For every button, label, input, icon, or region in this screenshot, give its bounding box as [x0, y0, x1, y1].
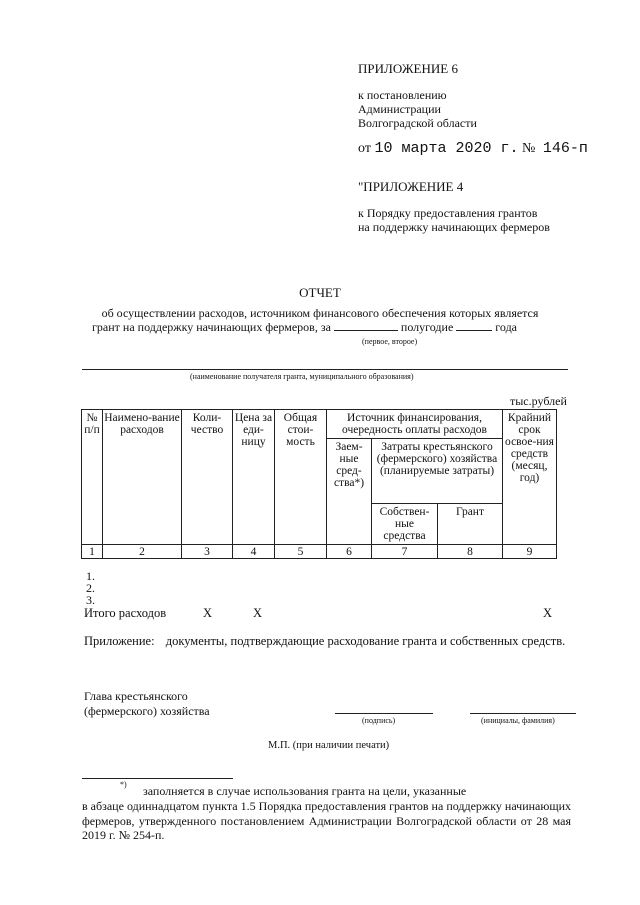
decree-date-row — [358, 140, 518, 157]
report-line2 — [92, 320, 572, 335]
report-line1: об осуществлении расходов, источником финансового обеспечения которых является — [101, 306, 539, 320]
half-year-blank[interactable] — [334, 320, 398, 331]
appendix-title: ПРИЛОЖЕНИЕ 6 — [358, 61, 458, 76]
decree-line: к постановлению — [358, 88, 447, 102]
totals-x-price: X — [253, 606, 263, 620]
footnote-text: в абзаце одиннадцатом пункта 1.5 Порядка предоставления грантов на поддержку начинающих фермеров, утвержденного постановлением Администрации Волгоградской области от 28 мая 2019 г. № 254-п. — [82, 799, 571, 842]
totals-x-deadline: X — [543, 606, 553, 620]
head-line2: (фермерского) хозяйства — [84, 704, 210, 718]
list-item: 1. — [86, 569, 95, 583]
attachment-row — [84, 634, 565, 649]
footnote-separator — [82, 778, 233, 779]
list-item: 2. — [86, 581, 95, 595]
recipient-line[interactable] — [82, 369, 568, 370]
head-line1: Глава крестьянского — [84, 689, 188, 703]
column-number: 4 — [233, 545, 275, 559]
recipient-hint: (наименование получателя гранта, муниципального образования) — [190, 372, 414, 381]
decree-number: 146-п — [542, 140, 588, 157]
header-unit-price: Цена за еди-ницу — [233, 410, 275, 545]
half-year-hint: (первое, второе) — [362, 337, 418, 346]
column-number: 6 — [327, 545, 372, 559]
footnote-first-line: заполняется в случае использования гранта на цели, указанные — [143, 784, 467, 798]
report-line2-year: года — [495, 320, 518, 334]
region-line: Волгоградской области — [358, 116, 477, 130]
report-line2-half: полугодие — [400, 320, 454, 334]
stamp-note: М.П. (при наличии печати) — [268, 740, 390, 751]
column-number: 7 — [372, 545, 438, 559]
procedure-line1: к Порядку предоставления грантов — [358, 206, 538, 220]
signature-hint: (подпись) — [362, 716, 396, 725]
year-blank[interactable] — [456, 320, 492, 331]
head-title — [84, 689, 210, 719]
units-label: тыс.рублей — [510, 394, 567, 408]
date-prefix: от — [358, 141, 371, 156]
row-list — [86, 570, 95, 606]
name-line[interactable] — [470, 713, 576, 714]
number-prefix: № — [522, 141, 536, 156]
header-funding-source: Источник финансирования, очередность оплаты расходов — [327, 410, 503, 439]
attachment-label: Приложение: — [84, 634, 155, 648]
report-title: ОТЧЕТ — [299, 285, 341, 300]
column-number: 3 — [182, 545, 233, 559]
header-expense-name: Наимено-вание расходов — [103, 410, 182, 545]
header-quantity: Коли-чество — [182, 410, 233, 545]
procedure-line2: на поддержку начинающих фермеров — [358, 220, 550, 234]
attachment-text: документы, подтверждающие расходование гранта и собственных средств. — [165, 634, 566, 648]
column-number: 1 — [82, 545, 103, 559]
administration-line: Администрации — [358, 102, 441, 116]
header-deadline: Крайний срок освое-ния средств (месяц, год) — [503, 410, 557, 545]
column-number: 5 — [275, 545, 327, 559]
header-number: № п/п — [82, 410, 103, 545]
report-line2-text: грант на поддержку начинающих фермеров, за — [92, 320, 331, 334]
column-number: 8 — [438, 545, 503, 559]
expense-table — [81, 409, 557, 559]
appendix4-title: "ПРИЛОЖЕНИЕ 4 — [358, 179, 464, 194]
column-number: 2 — [103, 545, 182, 559]
header-grant: Грант — [438, 504, 503, 545]
column-number: 9 — [503, 545, 557, 559]
totals-label: Итого расходов — [84, 606, 167, 620]
signature-line[interactable] — [335, 713, 433, 714]
header-loan-funds: Заем-ные сред-ства*) — [327, 439, 372, 545]
name-hint: (инициалы, фамилия) — [481, 716, 555, 725]
header-total-cost: Общая стои-мость — [275, 410, 327, 545]
totals-x-quantity: X — [203, 606, 213, 620]
decree-date: 10 марта 2020 г. — [374, 140, 519, 157]
footnote-mark: *) — [120, 780, 127, 789]
list-item: 3. — [86, 593, 95, 607]
header-farm-costs: Затраты крестьянского (фермерского) хозяйства (планируемые затраты) — [372, 439, 503, 504]
header-own-funds: Собствен-ные средства — [372, 504, 438, 545]
column-numbers-row — [82, 545, 557, 559]
decree-number-row — [522, 140, 588, 157]
